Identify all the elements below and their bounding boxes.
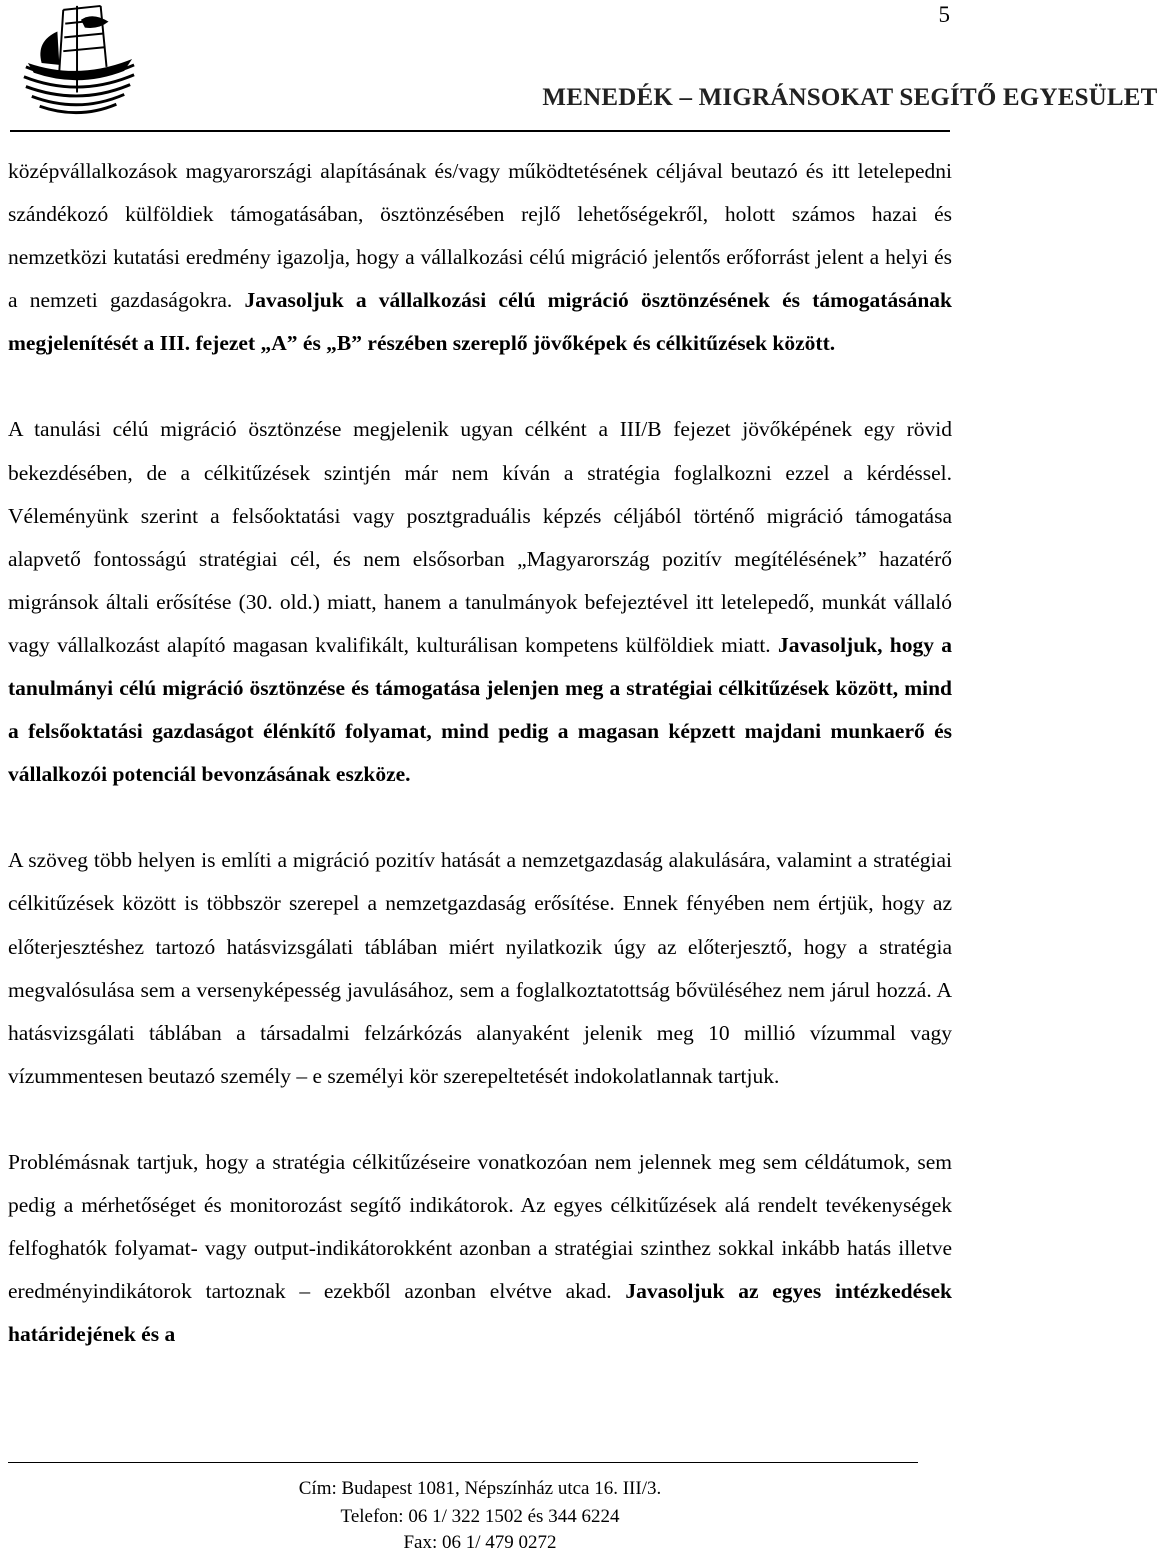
- paragraph-2-recommendation: Javasoljuk, hogy a tanulmányi célú migráció ösztönzése és támogatása jelenjen meg a stratégiai célkitűzések között, mind a felsőoktatási gazdaságot élénkítő folyamat, mind pedig a magasan képzett majdani munkaerő és vállalkozói potenciál bevonzásának eszköze.: [8, 632, 952, 787]
- paragraph-1-text: középvállalkozások magyarországi alapításának és/vagy működtetésének céljával beutazó és itt letelepedni szándékozó külföldiek támogatásában, ösztönzésében rejlő lehetőségekről, holott számos hazai és nemzetközi kutatási eredmény igazolja, hogy a vállalkozási célú migráció jelentős erőforrást jelent a helyi és a nemzeti gazdaságokra.: [8, 159, 952, 313]
- paragraph-4-recommendation: Javasoljuk az egyes intézkedések határidejének és a: [8, 1279, 953, 1347]
- footer-phone: Telefon: 06 1/ 322 1502 és 344 6224: [340, 1506, 620, 1527]
- paragraph-3: [8, 839, 952, 1098]
- organization-name: MENEDÉK – MIGRÁNSOKAT SEGÍTŐ EGYESÜLET: [542, 84, 1158, 111]
- paragraph-4-text: Problémásnak tartjuk, hogy a stratégia célkitűzéseire vonatkozóan nem jelennek meg sem céldátumok, sem pedig a mérhetőséget és monitorozást segítő indikátorok. Az egyes célkitűzések alá rendelt tevékenységek felfoghatók folyamat- vagy output-indikátorokként azonban a stratégiai szinthez sokkal inkább hatás illetve eredményindikátorok tartoznak – ezekből azonban elvétve akad.: [8, 1149, 952, 1304]
- paragraph-3-text: A szöveg több helyen is említi a migráció pozitív hatását a nemzetgazdaság alakulására, valamint a stratégiai célkitűzések között is többször szerepel a nemzetgazdaság erősítése. Ennek fényében nem értjük, hogy az előterjesztéshez tartozó hatásvizsgálati táblában miért nyilatkozik úgy az előterjesztő, hogy a stratégia megvalósulása sem a versenyképesség javulásához, sem a foglalkoztatottság bővüléséhez nem járul hozzá. A hatásvizsgálati táblában a társadalmi felzárkózás alanyaként jelenik meg 10 millió vízummal vagy vízummentesen beutazó személy – e személyi kör szerepeltetését indokolatlannak tartjuk.: [8, 848, 952, 1088]
- paragraph-2: [8, 408, 952, 796]
- paragraph-4: [8, 1141, 952, 1356]
- paragraph-2-text: A tanulási célú migráció ösztönzése megjelenik ugyan célként a III/B fejezet jövőképének egy rövid bekezdésében, de a célkitűzések szintjén már nem kíván a stratégia foglalkozni ezzel a kérdéssel. Véleményünk szerint a felsőoktatási vagy posztgraduális képzés céljából történő migráció támogatása alapvető fontosságú stratégiai cél, és nem elsősorban „Magyarország pozitív megítélésének” hazatérő migránsok általi erősítése (30. old.) miatt, hanem a tanulmányok befejeztével itt letelepedő, munkát vállaló vagy vállalkozást alapító magasan kvalifikált, kulturálisan kompetens külföldiek miatt.: [8, 417, 952, 657]
- footer-divider: [8, 1462, 918, 1463]
- page-number: 5: [938, 2, 950, 27]
- footer-fax: Fax: 06 1/ 479 0272: [403, 1532, 557, 1553]
- paragraph-1-recommendation: Javasoljuk a vállalkozási célú migráció ösztönzésének és támogatásának megjelenítését a III. fejezet „A” és „B” részében szereplő jövőképek és célkitűzések között.: [8, 288, 952, 356]
- header-divider: [10, 130, 950, 132]
- paragraph-1: [8, 150, 952, 365]
- document-body: [8, 150, 952, 1399]
- footer-address: Cím: Budapest 1081, Népszínház utca 16. III/3.: [298, 1478, 662, 1499]
- sailing-ship-logo-icon: [20, 2, 138, 120]
